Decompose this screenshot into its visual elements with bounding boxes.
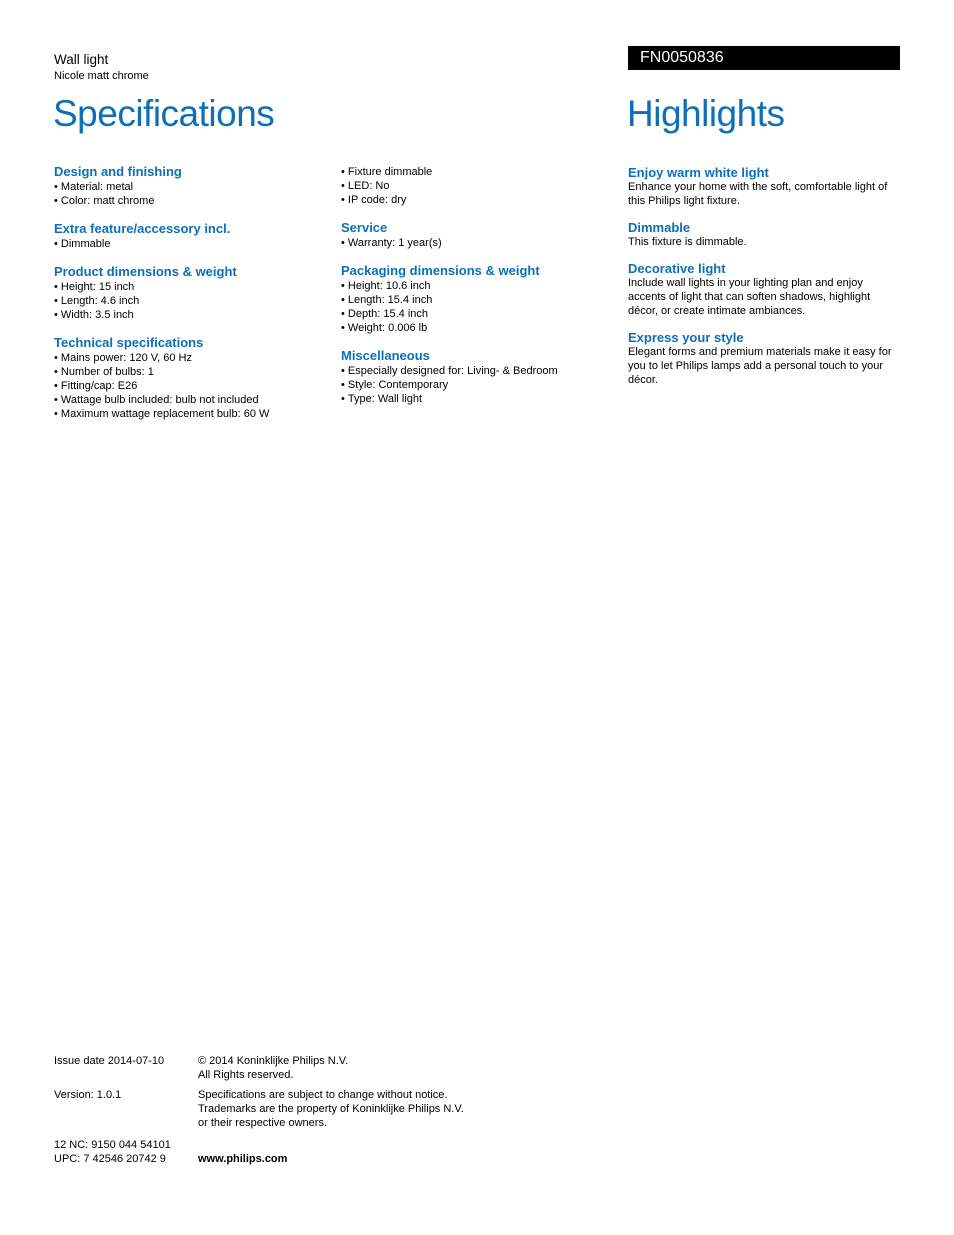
spec-section-title: Design and finishing (54, 164, 182, 179)
spec-item: • Especially designed for: Living- & Bedroom (341, 364, 611, 378)
product-codes (54, 1138, 171, 1166)
spec-item: • Type: Wall light (341, 392, 611, 406)
spec-item: • Width: 3.5 inch (54, 308, 334, 322)
spec-section-title: Technical specifications (54, 335, 204, 350)
spec-item: • LED: No (341, 179, 611, 193)
spec-section-title: Packaging dimensions & weight (341, 263, 540, 278)
notice-line: Specifications are subject to change without notice. (198, 1089, 448, 1101)
highlight-title: Decorative light (628, 261, 726, 276)
spec-item: • Height: 15 inch (54, 280, 334, 294)
highlights-heading: Highlights (627, 93, 785, 134)
notice-line: or their respective owners. (198, 1117, 327, 1129)
highlight-text: Include wall lights in your lighting plan and enjoy accents of light that can soften shadows, highlight décor, or create intimate ambiances. (628, 277, 871, 317)
highlight-title: Enjoy warm white light (628, 165, 769, 180)
spec-item: • Length: 4.6 inch (54, 294, 334, 308)
spec-item: • Fixture dimmable (341, 165, 611, 179)
spec-item: • Maximum wattage replacement bulb: 60 W (54, 407, 334, 421)
spec-item: • Height: 10.6 inch (341, 279, 611, 293)
spec-item: • Fitting/cap: E26 (54, 379, 334, 393)
product-type: Wall light (54, 52, 109, 67)
highlight-decorative-light (628, 261, 903, 318)
spec-section-miscellaneous (341, 348, 611, 406)
upc-code: UPC: 7 42546 20742 9 (54, 1153, 166, 1165)
model-number-bar (628, 46, 900, 70)
spec-item: • Depth: 15.4 inch (341, 307, 611, 321)
spec-section-continued (341, 165, 611, 207)
product-name: Nicole matt chrome (54, 70, 149, 82)
spec-item: • Color: matt chrome (54, 194, 334, 208)
highlight-title: Dimmable (628, 220, 691, 235)
spec-item: • Mains power: 120 V, 60 Hz (54, 351, 334, 365)
spec-item: • Dimmable (54, 237, 334, 251)
spec-section-title: Miscellaneous (341, 348, 430, 363)
specifications-heading: Specifications (53, 93, 275, 134)
spec-section-design-and-finishing (54, 164, 334, 208)
highlight-title: Express your style (628, 330, 744, 345)
highlight-enjoy-warm-white-light (628, 165, 903, 208)
version: Version: 1.0.1 (54, 1089, 122, 1101)
rights-line: All Rights reserved. (198, 1069, 294, 1081)
spec-item: • Wattage bulb included: bulb not included (54, 393, 334, 407)
highlight-text: Enhance your home with the soft, comfortable light of this Philips light fixture. (628, 181, 888, 207)
copyright-line: © 2014 Koninklijke Philips N.V. (198, 1055, 349, 1067)
copyright (198, 1054, 348, 1082)
spec-section-title: Extra feature/accessory incl. (54, 221, 231, 236)
spec-item: • Weight: 0.006 lb (341, 321, 611, 335)
specs-column-2 (341, 165, 611, 419)
highlight-express-your-style (628, 330, 903, 387)
spec-section-technical-specifications (54, 335, 334, 421)
highlight-text: This fixture is dimmable. (628, 236, 747, 248)
spec-section-extra-feature-accessory-incl (54, 221, 334, 251)
website-link[interactable]: www.philips.com (198, 1153, 288, 1165)
spec-section-title: Product dimensions & weight (54, 264, 237, 279)
issue-date: Issue date 2014-07-10 (54, 1055, 165, 1067)
highlights-list (628, 165, 903, 399)
nc-code: 12 NC: 9150 044 54101 (54, 1139, 171, 1151)
spec-item: • IP code: dry (341, 193, 611, 207)
notice-line: Trademarks are the property of Koninklijke Philips N.V. (198, 1103, 464, 1115)
spec-item: • Warranty: 1 year(s) (341, 236, 611, 250)
highlight-dimmable (628, 220, 903, 249)
spec-section-product-dimensions-weight (54, 264, 334, 322)
spec-section-title: Service (341, 220, 388, 235)
spec-item: • Material: metal (54, 180, 334, 194)
highlight-text: Elegant forms and premium materials make it easy for you to let Philips lamps add a personal touch to your décor. (628, 346, 892, 386)
specs-column-1 (54, 164, 334, 434)
spec-item: • Number of bulbs: 1 (54, 365, 334, 379)
spec-item: • Style: Contemporary (341, 378, 611, 392)
spec-section-service (341, 220, 611, 250)
spec-item: • Length: 15.4 inch (341, 293, 611, 307)
legal-notice (198, 1088, 464, 1130)
spec-section-packaging-dimensions-weight (341, 263, 611, 335)
model-number: FN0050836 (640, 49, 724, 66)
